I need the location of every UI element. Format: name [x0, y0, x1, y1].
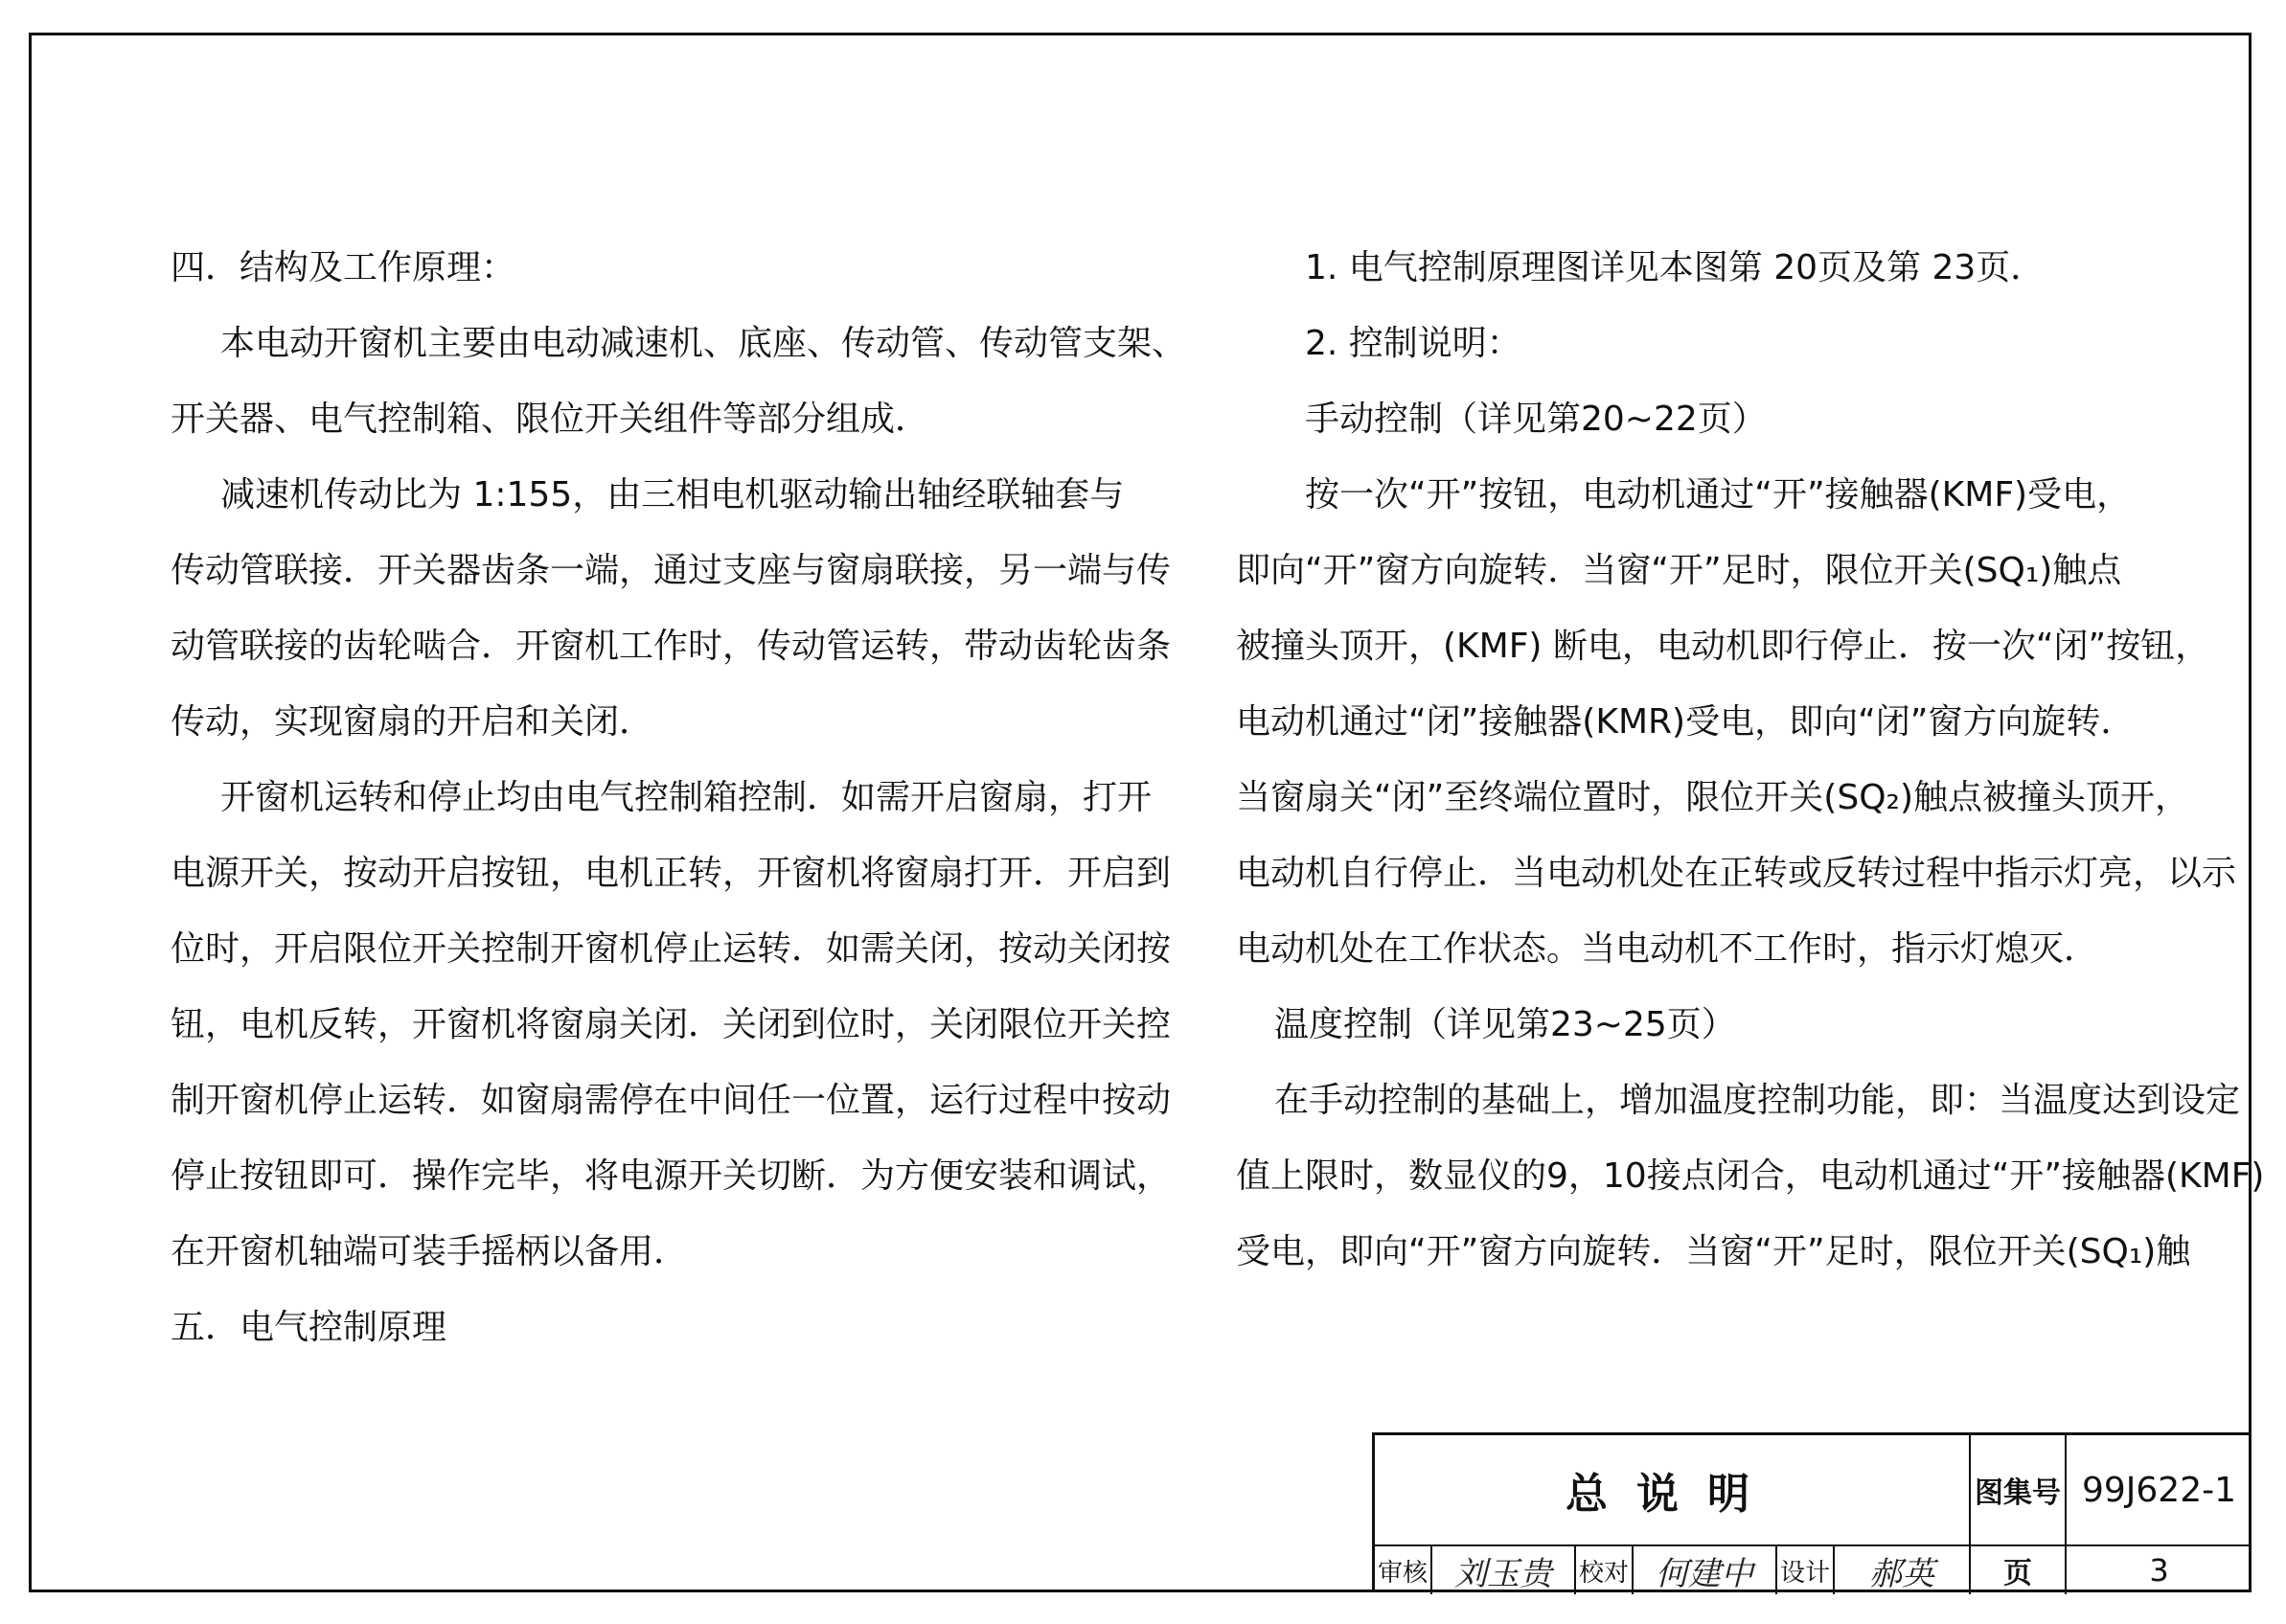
- paragraph-line: 按一次“开”按钮，电动机通过“开”接触器(KMF)受电，: [1305, 475, 2132, 515]
- review-signature: 刘玉贵: [1432, 1546, 1576, 1594]
- paragraph-line: 电动机通过“闭”接触器(KMR)受电，即向“闭”窗方向旋转．: [1236, 702, 2136, 742]
- paragraph-line: 传动，实现窗扇的开启和关闭．: [171, 702, 654, 742]
- paragraph-line: 电动机处在工作状态。当电动机不工作时，指示灯熄灭．: [1236, 929, 2099, 969]
- section-heading-structure: 四．结构及工作原理：: [171, 248, 516, 287]
- signature-row: [1375, 1544, 2252, 1594]
- design-label: 设计: [1777, 1546, 1835, 1594]
- atlas-number: 99J622-1: [2081, 1470, 2237, 1510]
- page-label: 页: [1971, 1546, 2067, 1594]
- paragraph-line: 值上限时，数显仪的9，10接点闭合，电动机通过“开”接触器(KMF): [1236, 1156, 2265, 1196]
- paragraph-line: 被撞头顶开，(KMF) 断电，电动机即行停止．按一次“闭”按钮，: [1236, 627, 2210, 666]
- paragraph-line: 即向“开”窗方向旋转．当窗“开”足时，限位开关(SQ₁)触点: [1236, 551, 2122, 590]
- title-block: [1372, 1432, 2252, 1592]
- paragraph-line: 在开窗机轴端可装手摇柄以备用．: [171, 1232, 689, 1271]
- design-signature: 郝英: [1835, 1546, 1971, 1594]
- paragraph-line: 当窗扇关“闭”至终端位置时，限位开关(SQ₂)触点被撞头顶开，: [1236, 778, 2190, 817]
- review-label: 审核: [1375, 1546, 1432, 1594]
- left-text-column: [171, 230, 1187, 1365]
- page-number: 3: [2149, 1552, 2169, 1589]
- check-label: 校对: [1576, 1546, 1634, 1594]
- check-signature: 何建中: [1634, 1546, 1777, 1594]
- paragraph-line: 电源开关，按动开启按钮，电机正转，开窗机将窗扇打开．开启到: [171, 854, 1172, 893]
- paragraph-line: 减速机传动比为 1:155，由三相电机驱动输出轴经联轴套与: [220, 475, 1125, 515]
- subheading-manual-control: 手动控制（详见第20~22页）: [1305, 400, 1767, 439]
- paragraph-line: 受电，即向“开”窗方向旋转．当窗“开”足时，限位开关(SQ₁)触: [1236, 1232, 2191, 1271]
- paragraph-line: 在手动控制的基础上，增加温度控制功能，即：当温度达到设定: [1274, 1081, 2241, 1120]
- paragraph-line: 开关器、电气控制箱、限位开关组件等部分组成．: [171, 400, 930, 439]
- atlas-number-label: 图集号: [1971, 1435, 2067, 1544]
- paragraph-line: 钮，电机反转，开窗机将窗扇关闭．关闭到位时，关闭限位开关控: [171, 1005, 1172, 1044]
- drawing-title: 总说明: [1375, 1435, 1971, 1544]
- paragraph-line: 制开窗机停止运转．如窗扇需停在中间任一位置，运行过程中按动: [171, 1081, 1172, 1120]
- subheading-temperature-control: 温度控制（详见第23~25页）: [1274, 1005, 1736, 1044]
- numbered-item-1: 1. 电气控制原理图详见本图第 20页及第 23页．: [1305, 248, 2046, 287]
- paragraph-line: 传动管联接．开关器齿条一端，通过支座与窗扇联接，另一端与传: [171, 551, 1172, 590]
- paragraph-line: 开窗机运转和停止均由电气控制箱控制．如需开启窗扇，打开: [220, 778, 1153, 817]
- paragraph-line: 动管联接的齿轮啮合．开窗机工作时，传动管运转，带动齿轮齿条: [171, 627, 1172, 666]
- numbered-item-2: 2. 控制说明：: [1305, 324, 1521, 363]
- section-heading-electrical: 五．电气控制原理: [171, 1308, 447, 1347]
- paragraph-line: 电动机自行停止．当电动机处在正转或反转过程中指示灯亮，以示: [1236, 854, 2237, 893]
- paragraph-line: 本电动开窗机主要由电动减速机、底座、传动管、传动管支架、: [220, 324, 1187, 363]
- paragraph-line: 停止按钮即可．操作完毕，将电源开关切断．为方便安装和调试，: [171, 1156, 1172, 1196]
- right-text-column: [1236, 230, 2265, 1290]
- paragraph-line: 位时，开启限位开关控制开窗机停止运转．如需关闭，按动关闭按: [171, 929, 1172, 969]
